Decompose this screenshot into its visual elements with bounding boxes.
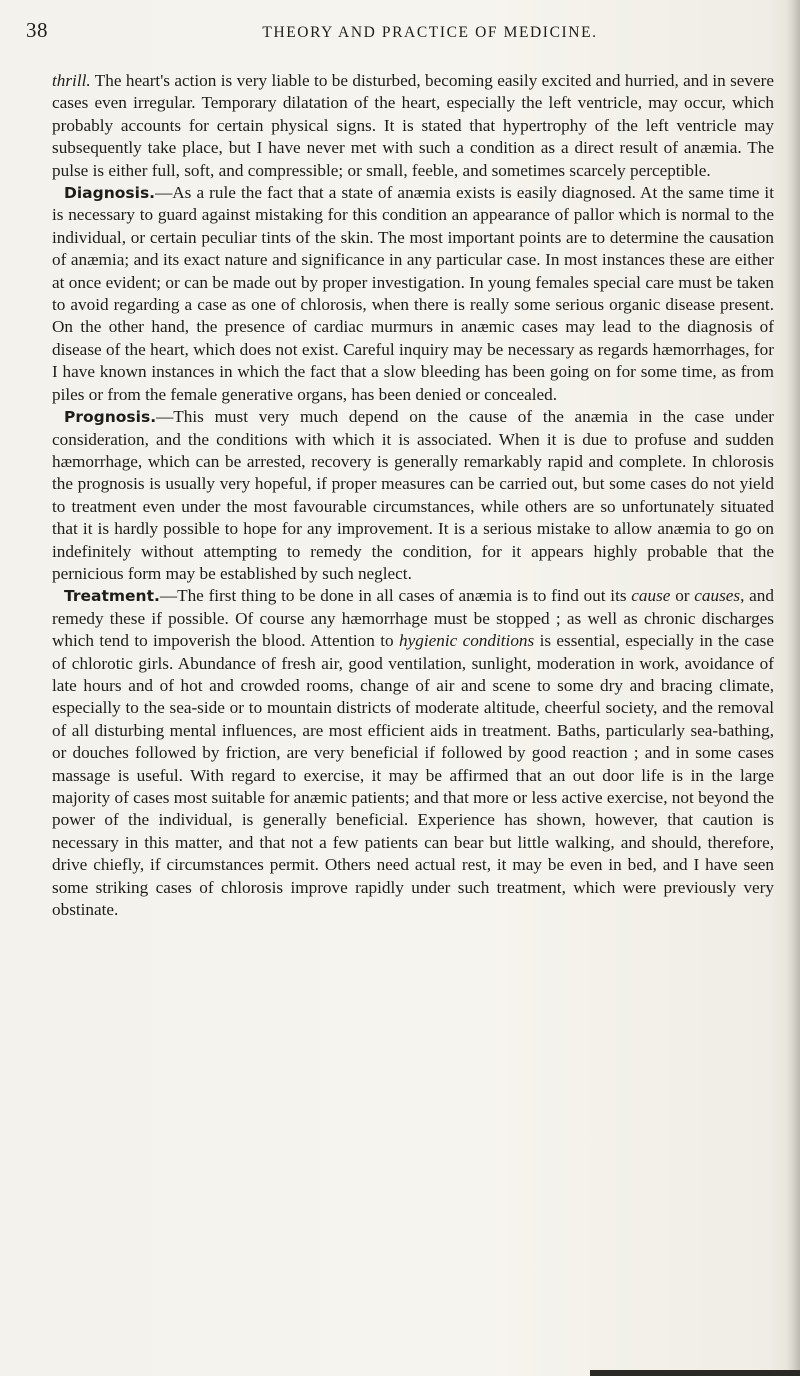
paragraph-text: is essential, especially in the case of chlorotic girls. Abundance of fresh air, good ventilation, sunlight, moderation in work, avoidance of late hours and of hot and crowded rooms, change of air and scene to some dry and bracing climate, especially to the sea-side or to mountain districts of moderate altitude, cheerful society, and the removal of all disturbing mental influences, are most efficient aids in treatment. Baths, particularly sea-bathing, or douches followed by friction, are very beneficial if followed by good reaction ; and in some cases massage is useful. With regard to exercise, it may be affirmed that an out door life is in the large majority of cases most suitable for anæmic patients; and that more or less active exercise, not beyond the power of the individual, is generally beneficial. Experience has shown, however, that caution is necessary in this matter, and that not a few patients can bear but little walking, and should, therefore, drive chiefly, if circumstances permit. Others need actual rest, it may be even in bed, and I have seen some striking cases of chlorosis improve rapidly under such treatment, which were previously very obstinate.: [52, 631, 774, 920]
section-heading-treatment: Treatment.: [64, 587, 160, 606]
paragraph-text: —This must very much depend on the cause of the anæmia in the case under consideration, and the conditions with which it is associated. When it is due to profuse and sudden hæmorrhage, which can be arrested, recovery is generally remarkably rapid and complete. In chlorosis the prognosis is usually very hopeful, if proper measures can be carried out, but some cases do not yield to treatment even under the most favourable circumstances, while others are so unfortunately situated that it is hardly possible to hope for any improvement. It is a serious mistake to allow anæmia to go on indefinitely without attempting to remedy the condition, for it appears highly probable that the pernicious form may be established by such neglect.: [52, 407, 774, 583]
emphasis-causes: causes: [694, 586, 741, 606]
emphasis-cause: cause: [631, 586, 671, 606]
running-title-text: THEORY AND PRACTICE OF MEDICINE.: [262, 24, 598, 41]
paragraph-text: —As a rule the fact that a state of anæmia exists is easily diagnosed. At the same time it is necessary to guard against mistaking for this condition an appearance of pallor which is normal to the individual, or certain peculiar tints of the skin. The most important points are to determine the causation of anæmia; and its exact nature and significance in any particular case. In most instances these are either at once evident; or can be made out by proper investigation. In young females special care must be taken to avoid regarding a case as one of chlorosis, when there is really some serious organic disease present. On the other hand, the presence of cardiac murmurs in anæmic cases may lead to the diagnosis of disease of the heart, which does not exist. Careful inquiry may be necessary as regards hæmorrhages, for I have known instances in which the fact that a slow bleeding has been going on for some time, as from piles or from the female generative organs, has been denied or concealed.: [52, 183, 774, 404]
paragraph-text: or: [670, 586, 695, 606]
section-heading-diagnosis: Diagnosis.: [64, 184, 156, 203]
paragraph-prognosis: [52, 406, 774, 585]
bottom-edge-bar: [590, 1370, 800, 1376]
page-number: 38: [26, 18, 48, 42]
paragraph-text: The heart's action is very liable to be disturbed, becoming easily excited and hurried, and in severe cases even irregular. Temporary dilatation of the heart, especially the left ventricle, may occur, which probably accounts for certain physical signs. It is stated that hypertrophy of the left ventricle may subsequently take place, but I have never met with such a condition as a direct result of anæmia. The pulse is either full, soft, and compressible; or small, feeble, and sometimes scarcely perceptible.: [52, 71, 774, 180]
paragraph-text: —The first thing to be done in all cases of anæmia is to find out its: [159, 586, 632, 606]
paragraph-diagnosis: [52, 182, 774, 406]
lead-term: thrill.: [52, 71, 91, 90]
paragraph-treatment: [52, 585, 774, 921]
paragraph-text: , and remedy these if possible. Of course any hæmorrhage must be stopped ; as well as chronic discharges which tend to impoverish the blood. Attention to: [52, 586, 774, 651]
running-title: [0, 24, 800, 42]
paragraph-thrill: [52, 70, 774, 182]
page-edge-shadow: [786, 0, 800, 1376]
section-heading-prognosis: Prognosis.: [64, 408, 157, 427]
emphasis-hygienic-conditions: hygienic conditions: [399, 631, 535, 651]
body-text: [52, 70, 774, 921]
